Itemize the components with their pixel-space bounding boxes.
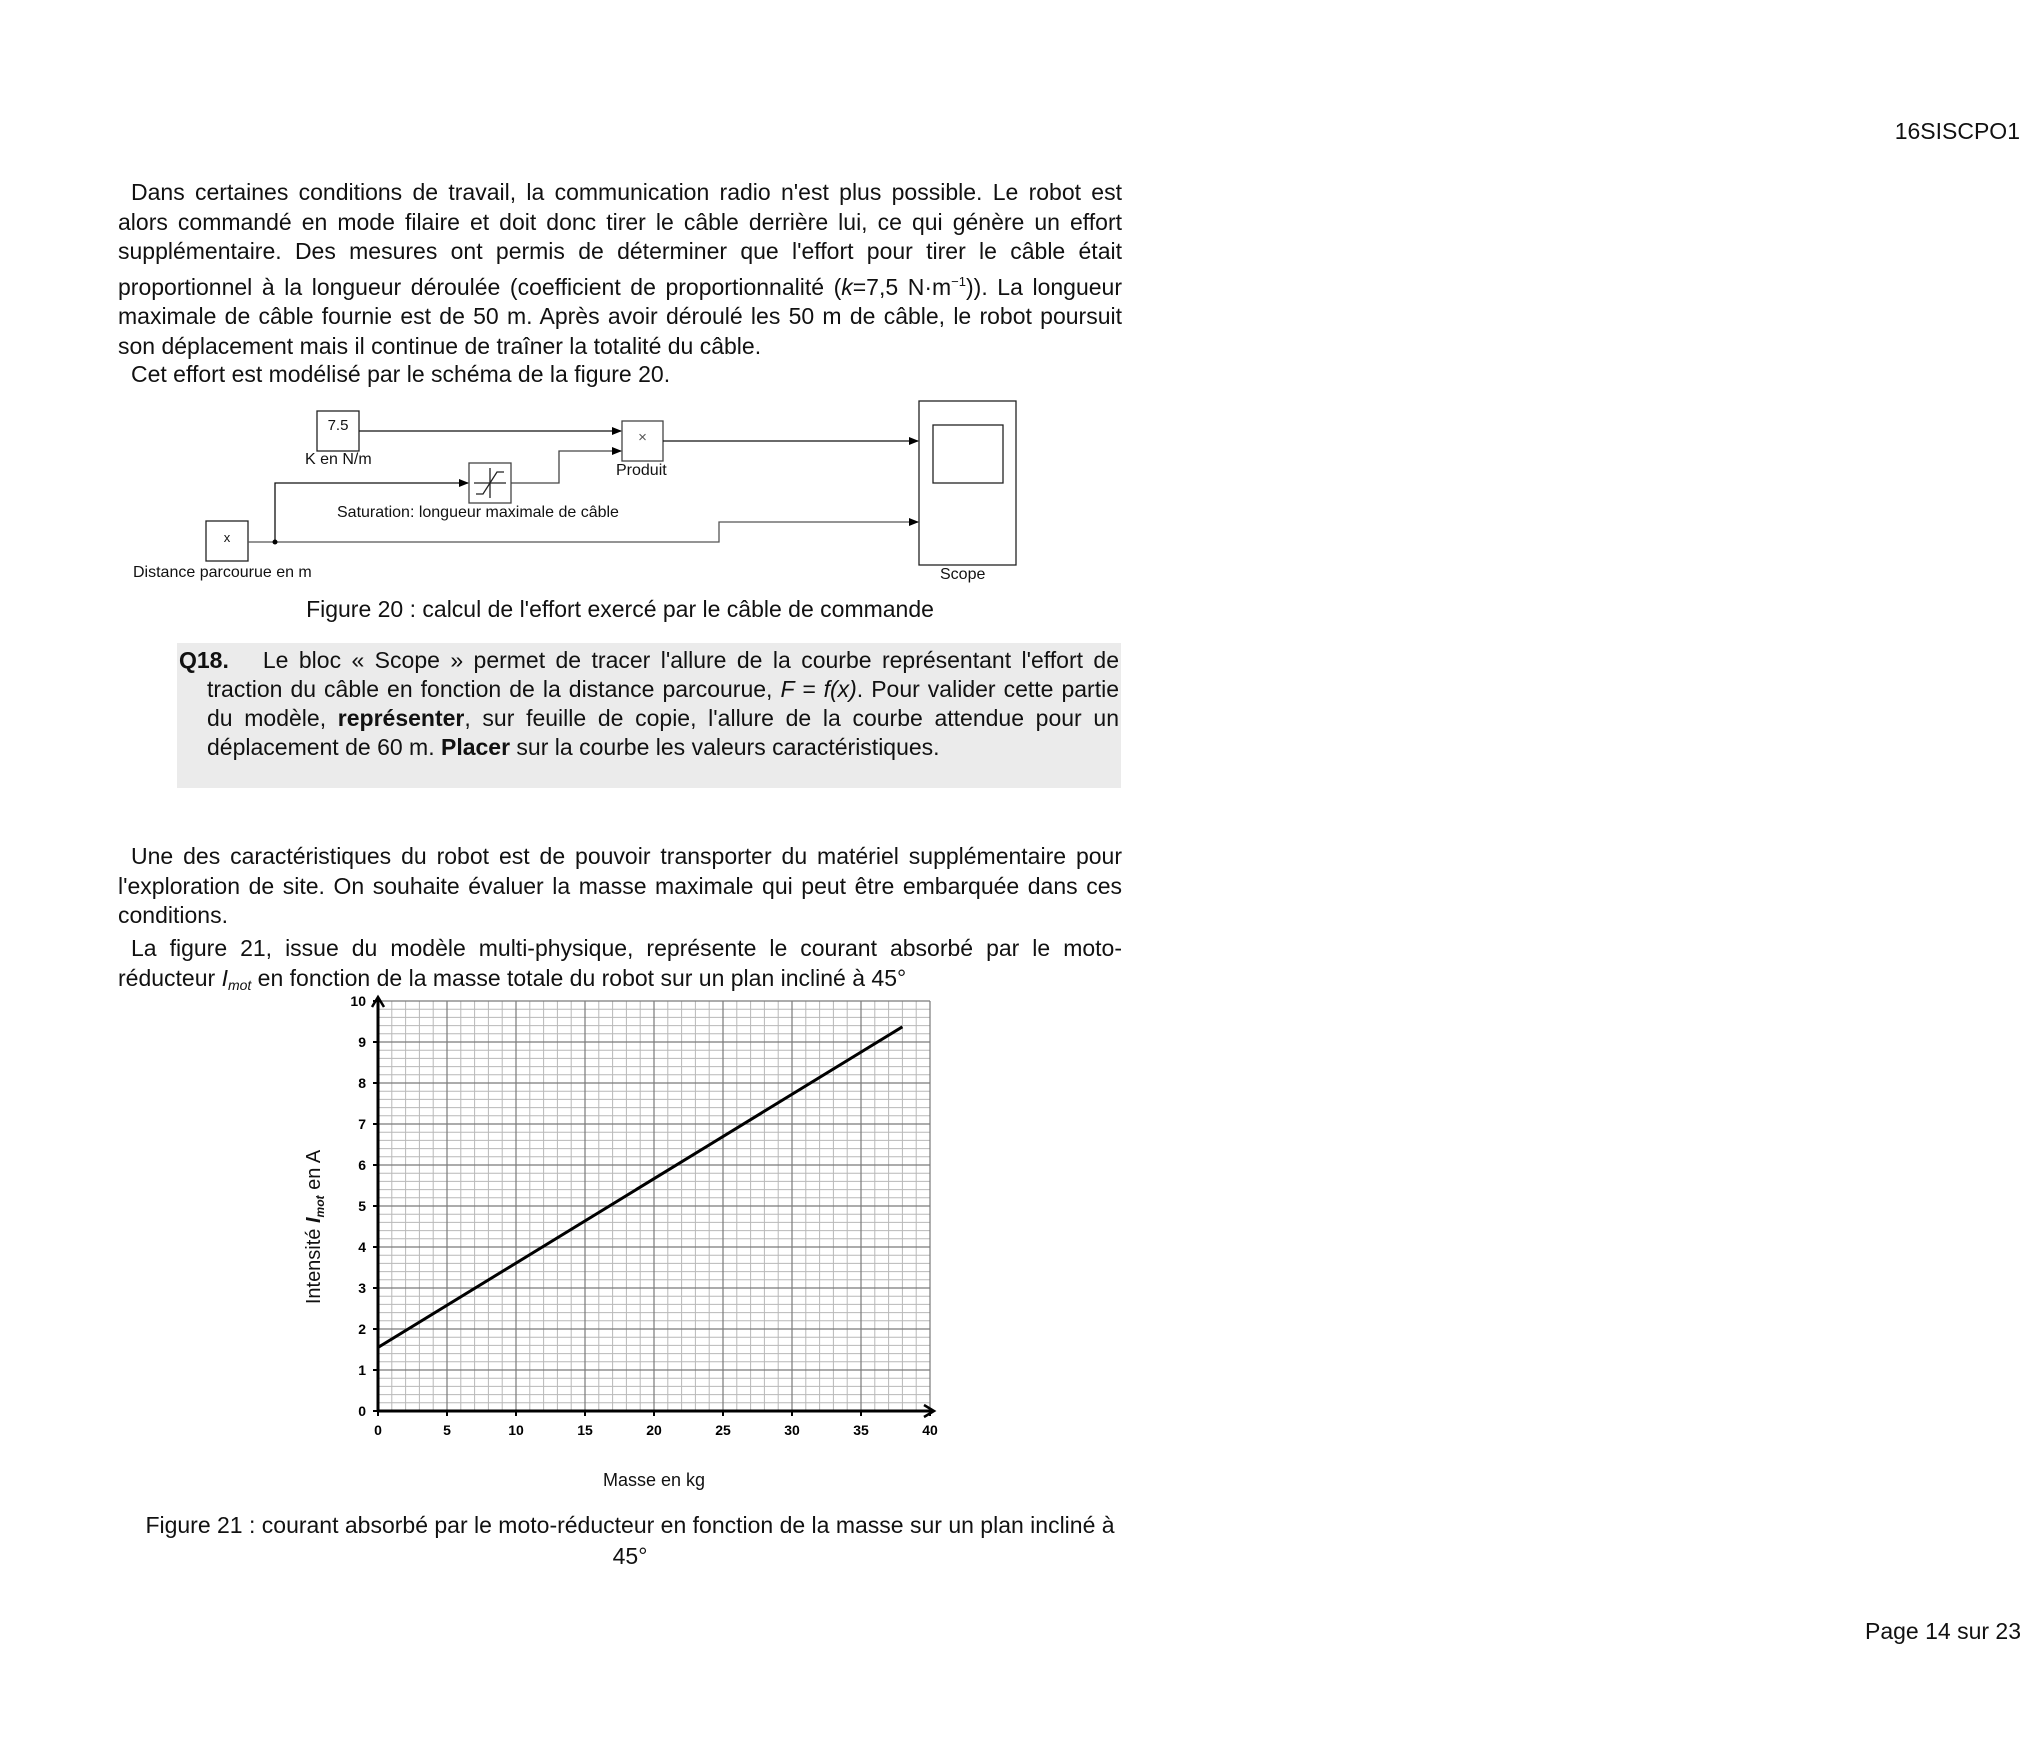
page-number: Page 14 sur 23 [1864, 1618, 2021, 1644]
y-tick-label: 3 [358, 1280, 366, 1296]
figure21-chart [0, 980, 1240, 1500]
y-axis-label [290, 1130, 340, 1330]
symbol-k: k [841, 273, 853, 300]
paragraph-figure20-intro: Cet effort est modélisé par le schéma de la figure 20. [131, 361, 671, 387]
paragraph-text: Dans certaines conditions de travail, la communication radio n'est plus possible. Le robot est alors commandé en mode filaire et doit donc tirer le câble derrière lui, ce qui génère un effort supplémentaire. Des mesures ont permis de déterminer que l'effort pour tirer le câble était proportionnel à la longueur déroulée (coefficient de proportionnalité ( [118, 179, 1122, 300]
x-tick-label: 40 [922, 1422, 938, 1438]
paragraph-text: en fonction de la masse totale du robot sur un plan incliné à 45° [251, 964, 907, 991]
constant-value: 7.5 [327, 417, 349, 434]
junction-point [273, 540, 278, 545]
y-tick-label: 9 [358, 1034, 366, 1050]
y-tick-label: 10 [350, 993, 366, 1009]
y-tick-label: 7 [358, 1116, 366, 1132]
paragraph-mass-intro: Une des caractéristiques du robot est de pouvoir transporter du matériel supplémentaire pour l'exploration de site. On souhaite évaluer la masse maximale qui peut être embarquée dans ces conditions. [118, 843, 1122, 928]
y-tick-label: 2 [358, 1321, 366, 1337]
y-axis-unit: en A [303, 1149, 325, 1196]
input-symbol: x [223, 530, 231, 545]
figure20-diagram [0, 0, 1240, 600]
paragraph-text: La figure 21, issue du modèle multi-physique, représente le courant absorbé par le moto-réducteur [118, 935, 1122, 991]
document-code: 16SISCPO1 [1894, 118, 2020, 144]
x-tick-label: 15 [577, 1422, 593, 1438]
paragraph-text: )). La longueur maximale de câble fournie est de 50 m. Après avoir déroulé les 50 m de câble, le robot poursuit son déplacement mais il continue de traîner la totalité du câble. [118, 273, 1122, 359]
y-tick-label: 4 [358, 1239, 366, 1255]
y-tick-label: 6 [358, 1157, 366, 1173]
product-symbol: × [638, 429, 647, 446]
paragraph-text: =7,5 N·m [852, 273, 952, 300]
product-label: Produit [616, 462, 667, 479]
question-verb: représenter [337, 705, 465, 731]
x-tick-label: 10 [508, 1422, 524, 1438]
question-text: sur la courbe les valeurs caractéristiques. [510, 734, 940, 760]
input-label: Distance parcourue en m [133, 564, 312, 581]
symbol-subscript: mot [227, 976, 252, 993]
x-tick-label: 25 [715, 1422, 731, 1438]
question-text: , sur feuille de copie, l'allure de la courbe attendue pour un déplacement de 60 m. [207, 705, 1119, 760]
x-tick-label: 5 [443, 1422, 451, 1438]
question-text: Le bloc « Scope » permet de tracer l'allure de la courbe représentant l'effort de traction du câble en fonction de la distance parcourue, [207, 647, 1119, 702]
exponent: −1 [951, 273, 966, 289]
y-axis-symbol: I [303, 1217, 325, 1223]
question-verb: Placer [440, 734, 511, 760]
figure21-caption: Figure 21 : courant absorbé par le moto-réducteur en fonction de la masse sur un plan incliné à 45° [145, 1512, 1115, 1569]
scope-screen-icon [933, 425, 1003, 483]
constant-label: K en N/m [305, 451, 372, 468]
x-tick-label: 0 [374, 1422, 382, 1438]
y-axis-label-text: Intensité [303, 1223, 325, 1305]
question-text: . Pour valider cette partie du modèle, [207, 676, 1119, 731]
question-q18 [179, 646, 1119, 762]
y-tick-label: 8 [358, 1075, 366, 1091]
y-tick-label: 0 [358, 1403, 366, 1419]
question-number: Q18. [179, 647, 229, 673]
question-formula: F = f(x) [780, 676, 857, 702]
x-axis-label: Masse en kg [602, 1470, 706, 1490]
x-tick-label: 30 [784, 1422, 800, 1438]
y-tick-label: 1 [358, 1362, 366, 1378]
figure20-caption: Figure 20 : calcul de l'effort exercé par le câble de commande [306, 596, 934, 622]
x-tick-label: 35 [853, 1422, 869, 1438]
symbol-imot: I [221, 964, 228, 991]
x-tick-label: 20 [646, 1422, 662, 1438]
y-axis-subscript: mot [313, 1195, 327, 1218]
scope-label: Scope [940, 566, 986, 583]
saturation-label: Saturation: longueur maximale de câble [337, 504, 619, 521]
y-tick-label: 5 [358, 1198, 366, 1214]
